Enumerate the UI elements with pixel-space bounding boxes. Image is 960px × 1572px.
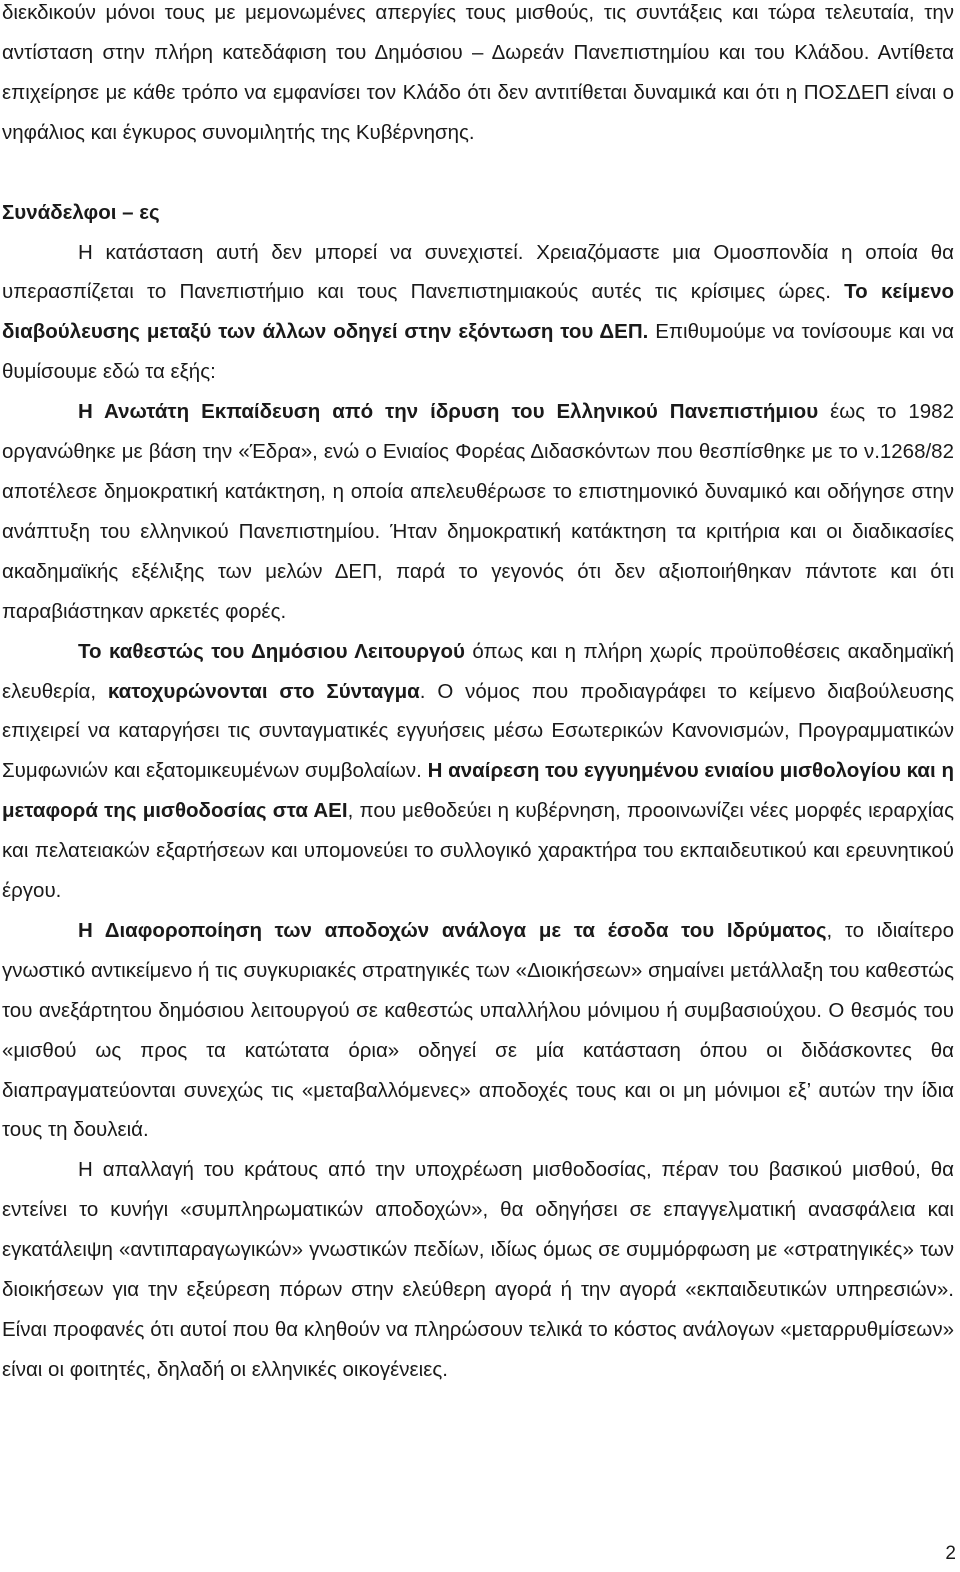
paragraph-release	[2, 1150, 954, 1389]
paragraph-status-text-2: . Ο νόμος που προδιαγράφει το κείμενο διαβούλευσης επιχειρεί να καταργήσει τις συνταγματικές εγγυήσεις μέσω Εσωτερικών Κανονισμών, Προγραμματικών Συμφωνιών και εξατομικευμένων συμβολαίων.	[2, 679, 954, 783]
paragraph-situation-text: Η κατάσταση αυτή δεν μπορεί να συνεχιστεί. Χρειαζόμαστε μια Ομοσπονδία η οποία θα υπερασπίζεται το Πανεπιστήμιο και τους Πανεπιστημιακούς αυτές τις κρίσιμες ώρες.	[2, 240, 954, 304]
paragraph-status-bold-3: Η αναίρεση του εγγυημένου ενιαίου μισθολογίου και η μεταφορά της μισθοδοσίας στα ΑΕΙ	[2, 759, 954, 823]
document-body	[2, 0, 954, 1390]
section-heading: Συνάδελφοι – ες	[2, 200, 160, 224]
paragraph-history-bold: Η Ανωτάτη Εκπαίδευση από την ίδρυση του Ελληνικού Πανεπιστήμιου	[78, 400, 819, 424]
paragraph-status-text-1: όπως και η πλήρη χωρίς προϋποθέσεις ακαδημαϊκή ελευθερία,	[2, 639, 954, 703]
paragraph-history-text: έως το 1982 οργανώθηκε με βάση την «Έδρα», ενώ ο Ενιαίος Φορέας Διδασκόντων που θεσπίσθηκε με το ν.1268/82 αποτέλεσε δημοκρατική κατάκτηση, η οποία απελευθέρωσε το επιστημονικό δυναμικό και οδήγησε στην ανάπτυξη του ελληνικού Πανεπιστημίου. Ήταν δημοκρατική κατάκτηση τα κριτήρια και οι διαδικασίες ακαδημαϊκής εξέλιξης των μελών ΔΕΠ, παρά το γεγονός ότι δεν αξιοποιήθηκαν πάντοτε και ότι παραβιάστηκαν αρκετές φορές.	[2, 400, 954, 623]
paragraph-intro	[2, 0, 954, 153]
paragraph-situation	[2, 233, 954, 393]
page-number: 2	[945, 1543, 956, 1564]
paragraph-history	[2, 392, 954, 631]
paragraph-situation-tail: Επιθυμούμε να τονίσουμε και να θυμίσουμε εδώ τα εξής:	[2, 320, 954, 384]
paragraph-status-text-3: , που μεθοδεύει η κυβέρνηση, προοινωνίζει νέες μορφές ιεραρχίας και πελατειακών εξαρτήσεων και υπομονεύει το συλλογικό χαρακτήρα του εκπαιδευτικού και ερευνητικού έργου.	[2, 799, 954, 903]
paragraph-status-bold-1: Το καθεστώς του Δημόσιου Λειτουργού	[78, 639, 465, 663]
paragraph-differentiation	[2, 911, 954, 1150]
paragraph-situation-bold: Το κείμενο διαβούλευσης μεταξύ των άλλων οδηγεί στην εξόντωση του ΔΕΠ.	[2, 280, 954, 344]
paragraph-differentiation-bold: Η Διαφοροποίηση των αποδοχών ανάλογα με τα έσοδα του Ιδρύματος	[78, 918, 827, 942]
paragraph-status-bold-2: κατοχυρώνονται στο Σύνταγμα	[107, 679, 420, 703]
paragraph-release-text: Η απαλλαγή του κράτους από την υποχρέωση μισθοδοσίας, πέραν του βασικού μισθού, θα εντείνει το κυνήγι «συμπληρωματικών αποδοχών», θα οδηγήσει σε επαγγελματική ανασφάλεια και εγκατάλειψη «αντιπαραγωγικών» γνωστικών πεδίων, ιδίως όμως σε συμμόρφωση με «στρατηγικές» των διοικήσεων για την εξεύρεση πόρων στην ελεύθερη αγορά ή την αγορά «εκπαιδευτικών υπηρεσιών». Είναι προφανές ότι αυτοί που θα κληθούν να πληρώσουν τελικά το κόστος ανάλογων «μεταρρυθμίσεων» είναι οι φοιτητές, δηλαδή οι ελληνικές οικογένειες.	[2, 1158, 954, 1381]
paragraph-intro-text: διεκδικούν μόνοι τους με μεμονωμένες απεργίες τους μισθούς, τις συντάξεις και τώρα τελευταία, την αντίσταση στην πλήρη κατεδάφιση του Δημόσιου – Δωρεάν Πανεπιστημίου και του Κλάδου. Αντίθετα επιχείρησε με κάθε τρόπο να εμφανίσει τον Κλάδο ότι δεν αντιτίθεται δυναμικά και ότι η ΠΟΣΔΕΠ είναι ο νηφάλιος και έγκυρος συνομιλητής της Κυβέρνησης.	[2, 1, 954, 144]
paragraph-status	[2, 632, 954, 911]
paragraph-differentiation-text: , το ιδιαίτερο γνωστικό αντικείμενο ή τις συγκυριακές στρατηγικές των «Διοικήσεων» σημαίνει μετάλλαξη του καθεστώς του ανεξάρτητου δημόσιου λειτουργού σε καθεστώς υπαλλήλου μόνιμου ή συμβασιούχου. Ο θεσμός του «μισθού ως προς τα κατώτατα όρια» οδηγεί σε μία κατάσταση όπου οι διδάσκοντες θα διαπραγματεύονται συνεχώς τις «μεταβαλλόμενες» αποδοχές τους και οι μη μόνιμοι εξ’ αυτών την ίδια τους τη δουλειά.	[2, 918, 954, 1142]
